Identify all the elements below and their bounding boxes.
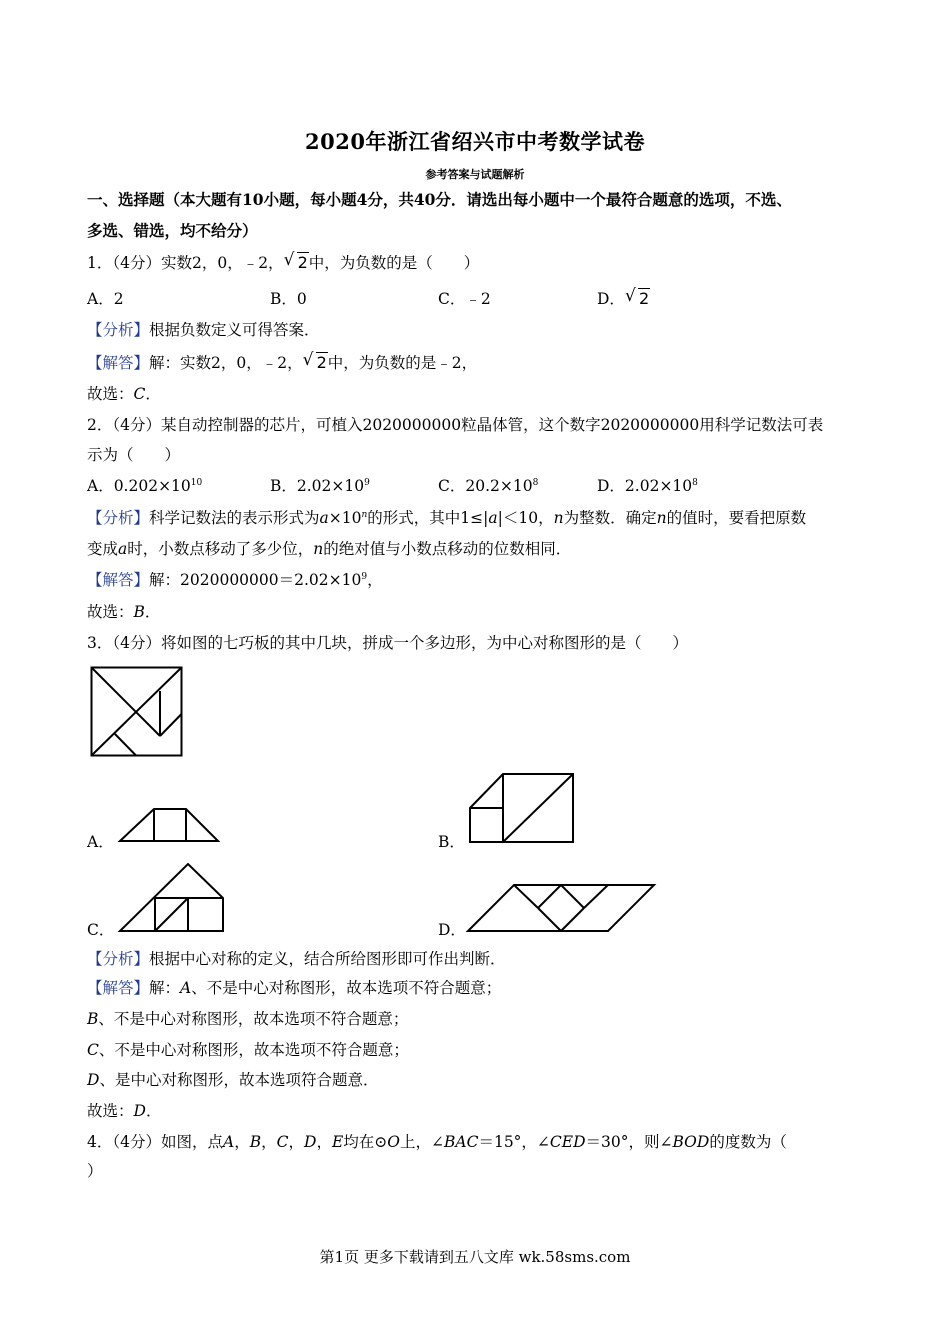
answer-tag: 【解答】 xyxy=(87,571,150,589)
text: ， xyxy=(367,571,383,589)
q3-option-a-label: A． xyxy=(87,833,114,851)
var-n-exp: n xyxy=(361,510,368,520)
var-a: a xyxy=(118,540,128,558)
sqrt-argument: 2 xyxy=(638,289,650,308)
page-title: 2020年浙江省绍兴市中考数学试卷 xyxy=(305,129,645,154)
q1-option-d-label: D． xyxy=(597,290,625,308)
q2-option-c-exp: 8 xyxy=(532,478,539,488)
var-n: n xyxy=(656,509,667,527)
text: 、不是中心对称图形，故本选项不符合题意； xyxy=(98,1041,409,1059)
q2-analysis-line1 xyxy=(87,508,806,528)
q2-answer-text: 解：2020000000＝2.02×10 xyxy=(149,571,362,589)
text: 科学记数法的表示形式为 xyxy=(149,509,320,527)
period: ． xyxy=(145,1102,162,1120)
var-a: a xyxy=(319,509,329,527)
comma: ， xyxy=(234,1133,250,1151)
text: ×10 xyxy=(328,509,362,527)
text: 均在⊙ xyxy=(343,1133,388,1151)
q2-conclusion xyxy=(87,602,160,622)
q2-option-b xyxy=(270,476,370,496)
q3-choice: D xyxy=(133,1102,146,1120)
period: ． xyxy=(144,603,161,621)
q2-option-d-base: D．2.02×10 xyxy=(597,477,693,495)
q3-answer-b xyxy=(87,1009,408,1029)
analysis-tag: 【分析】 xyxy=(87,509,150,527)
tangram-figure xyxy=(90,666,184,758)
var-n: n xyxy=(313,540,324,558)
sqrt-symbol: √ 2 xyxy=(624,286,650,308)
letter-a: A xyxy=(180,979,192,997)
q1-conclusion xyxy=(87,384,161,404)
point-o: O xyxy=(387,1133,400,1151)
text: 的绝对值与小数点移动的位数相同． xyxy=(323,540,572,558)
q1-answer xyxy=(87,350,478,373)
q1-answer-text-b: 中，为负数的是﹣2， xyxy=(327,354,478,372)
page-footer: 第1页 更多下载请到五八文库 wk.58sms.com xyxy=(319,1248,631,1266)
q3-option-b-label: B． xyxy=(438,833,465,851)
q1-stem xyxy=(87,250,480,273)
q2-option-c-base: C．20.2×10 xyxy=(438,477,533,495)
text: 的值时，要看把原数 xyxy=(666,509,807,527)
section-heading-line2: 多选、错选，均不给分） xyxy=(87,221,258,240)
q3-option-b-figure xyxy=(468,772,576,844)
q2-option-a-exp: 10 xyxy=(190,478,203,488)
q1-option-b: B．0 xyxy=(270,290,307,308)
q2-option-a xyxy=(87,476,202,496)
q4-stem-line2: ） xyxy=(87,1162,103,1180)
q1-analysis-text: 根据负数定义可得答案． xyxy=(149,321,320,339)
q1-answer-text-a: 解：实数2，0，﹣2， xyxy=(149,354,303,372)
comma: ， xyxy=(316,1133,332,1151)
q2-answer-exp: 9 xyxy=(361,572,368,582)
q1-stem-text-a: 1．（4分）实数2，0，﹣2， xyxy=(87,254,284,272)
point-b: B xyxy=(249,1133,262,1151)
q2-option-b-exp: 9 xyxy=(364,478,370,488)
text: 上，∠ xyxy=(400,1133,444,1151)
text: 的形式，其中1≤| xyxy=(367,509,489,527)
conclusion-prefix: 故选： xyxy=(87,1102,134,1120)
q3-option-c-figure xyxy=(118,862,226,934)
q3-option-a-figure xyxy=(118,808,222,844)
letter-d: D xyxy=(87,1071,100,1089)
letter-c: C xyxy=(87,1041,99,1059)
period: ． xyxy=(145,385,161,403)
text: 、不是中心对称图形，故本选项不符合题意； xyxy=(98,1010,409,1028)
comma: ， xyxy=(261,1133,277,1151)
point-c: C xyxy=(276,1133,289,1151)
angle-bac: BAC xyxy=(444,1133,479,1151)
text: 的度数为（ xyxy=(709,1133,787,1151)
q4-stem-line1 xyxy=(87,1132,787,1152)
text: |＜10， xyxy=(497,509,554,527)
text: 为整数．确定 xyxy=(563,509,657,527)
q2-option-a-base: A．0.202×10 xyxy=(87,477,191,495)
q1-option-a: A．2 xyxy=(87,290,124,308)
q3-answer-a xyxy=(87,978,501,998)
text: 、不是中心对称图形，故本选项不符合题意； xyxy=(191,979,502,997)
sqrt-argument: 2 xyxy=(316,353,327,372)
q2-choice: B xyxy=(133,603,145,621)
analysis-tag: 【分析】 xyxy=(87,321,150,339)
q2-stem-line1: 2．（4分）某自动控制器的芯片，可植入2020000000粒晶体管，这个数字2020000000用科学记数法可表 xyxy=(87,416,824,434)
q3-answer-c xyxy=(87,1040,409,1060)
q1-choice: C xyxy=(133,385,146,403)
q3-stem: 3．（4分）将如图的七巧板的其中几块，拼成一个多边形，为中心对称图形的是（ ） xyxy=(87,634,688,652)
q3-analysis xyxy=(87,949,506,969)
q2-answer xyxy=(87,570,383,590)
q2-option-c xyxy=(438,476,538,496)
point-e: E xyxy=(331,1133,344,1151)
q1-analysis xyxy=(87,320,320,340)
var-a: a xyxy=(488,509,498,527)
q2-option-d-exp: 8 xyxy=(692,478,698,488)
text: ＝30°，则∠ xyxy=(585,1133,673,1151)
q2-option-b-base: B．2.02×10 xyxy=(270,477,365,495)
angle-ced: CED xyxy=(549,1133,586,1151)
point-a: A xyxy=(222,1133,235,1151)
q1-option-c: C．﹣2 xyxy=(438,290,491,308)
text: ＝15°，∠ xyxy=(478,1133,550,1151)
q3-conclusion xyxy=(87,1101,161,1121)
text: 解： xyxy=(149,979,181,997)
comma: ， xyxy=(288,1133,304,1151)
angle-bod: BOD xyxy=(672,1133,710,1151)
section-heading-line1: 一、选择题（本大题有10小题，每小题4分，共40分．请选出每小题中一个最符合题意的选项，不选、 xyxy=(87,190,792,209)
answer-tag: 【解答】 xyxy=(87,979,150,997)
point-d: D xyxy=(304,1133,317,1151)
var-n: n xyxy=(553,509,564,527)
conclusion-prefix: 故选： xyxy=(87,385,134,403)
q2-stem-line2: 示为（ ） xyxy=(87,446,181,464)
q3-answer-d xyxy=(87,1070,378,1090)
page-subtitle: 参考答案与试题解析 xyxy=(425,168,525,181)
q1-option-d xyxy=(597,286,650,309)
q3-option-d-label: D． xyxy=(438,921,466,939)
q2-analysis-line2 xyxy=(87,539,571,559)
letter-b: B xyxy=(87,1010,99,1028)
answer-tag: 【解答】 xyxy=(87,354,150,372)
sqrt-argument: 2 xyxy=(297,253,308,272)
text: 变成 xyxy=(87,540,119,558)
q1-stem-text-b: 中，为负数的是（ ） xyxy=(308,254,480,272)
sqrt-symbol: √ 2 xyxy=(302,350,327,372)
sqrt-symbol: √ 2 xyxy=(283,250,308,272)
analysis-tag: 【分析】 xyxy=(87,950,150,968)
conclusion-prefix: 故选： xyxy=(87,603,134,621)
text: 、是中心对称图形，故本选项符合题意． xyxy=(99,1071,379,1089)
text: 4．（4分）如图，点 xyxy=(87,1133,223,1151)
q2-option-d xyxy=(597,476,698,496)
q3-analysis-text: 根据中心对称的定义，结合所给图形即可作出判断． xyxy=(149,950,506,968)
q3-option-c-label: C． xyxy=(87,921,115,939)
q3-option-d-figure xyxy=(466,883,656,935)
text: 时，小数点移动了多少位， xyxy=(127,540,314,558)
